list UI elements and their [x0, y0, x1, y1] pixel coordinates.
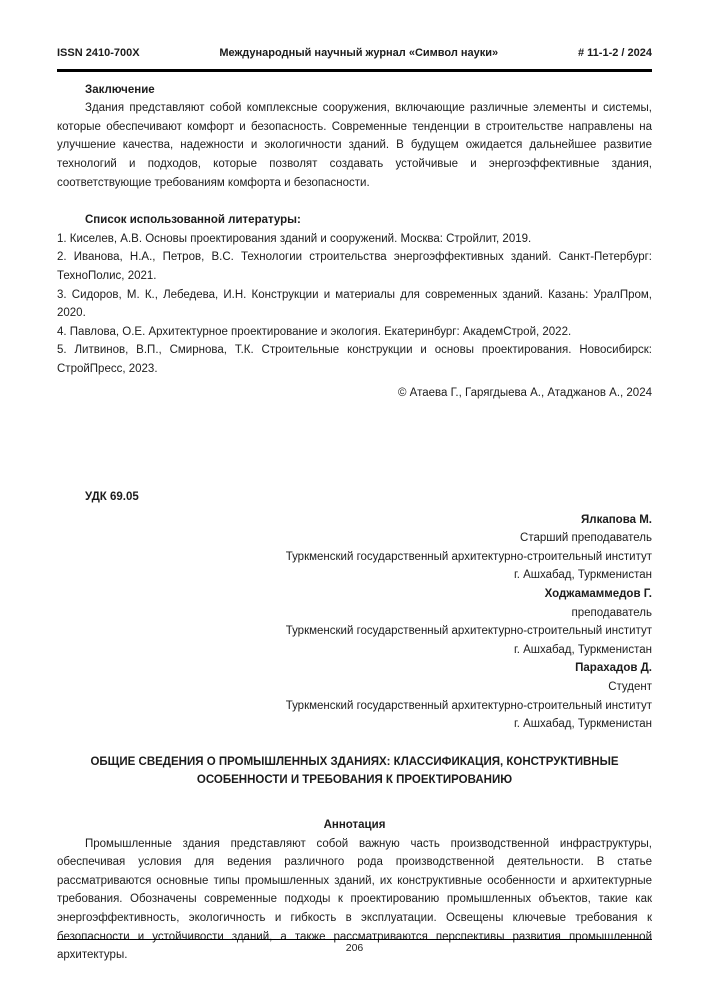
udk-code: УДК 69.05	[85, 491, 139, 504]
reference-item: 5. Литвинов, В.П., Смирнова, Т.К. Строительные конструкции и основы проектирования. Новосибирск: СтройПресс, 2023.	[57, 344, 652, 375]
reference-item: 4. Павлова, О.Е. Архитектурное проектирование и экология. Екатеринбург: АкадемСтрой, 2022.	[57, 325, 572, 338]
abstract-paragraph: Промышленные здания представляют собой важную часть производственной инфраструктуры, обеспечивая условия для ведения различного рода производственной деятельности. В статье рассматриваются основные типы промышленных зданий, их конструктивные особенности и архитектурные требования. Обозначены современные подходы к проектированию промышленных объектов, такие как энергоэффективность, экологичность и гибкость в эксплуатации. Освещены ключевые требования к безопасности и устойчивости зданий, а также рассматриваются перспективы развития промышленной архитектуры.	[57, 837, 652, 962]
conclusion-heading: Заключение	[85, 83, 155, 96]
conclusion-paragraph: Здания представляют собой комплексные сооружения, включающие различные элементы и системы, которые обеспечивают комфорт и безопасность. Современные тенденции в строительстве направлены на улучшение качества, надежности и экологичности зданий. В будущем ожидается дальнейшее развитие технологий и подходов, которые позволят создавать устойчивые и энергоэффективные здания, соответствующие требованиям комфорта и безопасности.	[57, 102, 652, 189]
author-role: преподаватель	[571, 606, 652, 619]
authors-block	[57, 511, 652, 734]
page-number: 206	[345, 942, 364, 954]
author-location: г. Ашхабад, Туркменистан	[513, 643, 652, 656]
author-role: Студент	[608, 681, 652, 694]
author-location: г. Ашхабад, Туркменистан	[513, 569, 652, 582]
author-name: Парахадов Д.	[575, 662, 652, 675]
header-issn: ISSN 2410-700X	[57, 47, 140, 59]
author-role: Старший преподаватель	[520, 532, 652, 545]
reference-item: 2. Иванова, Н.А., Петров, В.С. Технологии строительства энергоэффективных зданий. Санкт-Петербург: ТехноПолис, 2021.	[57, 251, 652, 282]
reference-item: 3. Сидоров, М. К., Лебедева, И.Н. Конструкции и материалы для современных зданий. Казань: УралПром, 2020.	[57, 288, 652, 320]
page-footer	[57, 939, 652, 954]
author-name: Ходжамаммедов Г.	[544, 588, 652, 601]
article-title: ОБЩИЕ СВЕДЕНИЯ О ПРОМЫШЛЕННЫХ ЗДАНИЯХ: КЛАССИФИКАЦИЯ, КОНСТРУКТИВНЫЕ ОСОБЕННОСТИ И ТРЕБОВАНИЯ К ПРОЕКТИРОВАНИЮ	[90, 755, 619, 787]
references-heading: Список использованной литературы:	[85, 214, 301, 227]
references-section	[57, 211, 652, 378]
author-affiliation: Туркменский государственный архитектурно-строительный институт	[285, 550, 652, 563]
author-location: г. Ашхабад, Туркменистан	[513, 718, 652, 731]
abstract-heading: Аннотация	[323, 819, 386, 831]
conclusion-section	[57, 81, 652, 193]
author-name: Ялкапова М.	[581, 513, 652, 526]
author-affiliation: Туркменский государственный архитектурно-строительный институт	[285, 625, 652, 638]
reference-item: 1. Киселев, А.В. Основы проектирования зданий и сооружений. Москва: Стройлит, 2019.	[57, 232, 532, 245]
page-header	[57, 44, 652, 72]
copyright-line: © Атаева Г., Гарягдыева А., Атаджанов А., 2024	[398, 386, 652, 399]
header-journal-title: Международный научный журнал «Символ науки»	[219, 47, 499, 59]
author-affiliation: Туркменский государственный архитектурно-строительный институт	[285, 699, 652, 712]
header-issue-number: # 11-1-2 / 2024	[577, 47, 652, 59]
